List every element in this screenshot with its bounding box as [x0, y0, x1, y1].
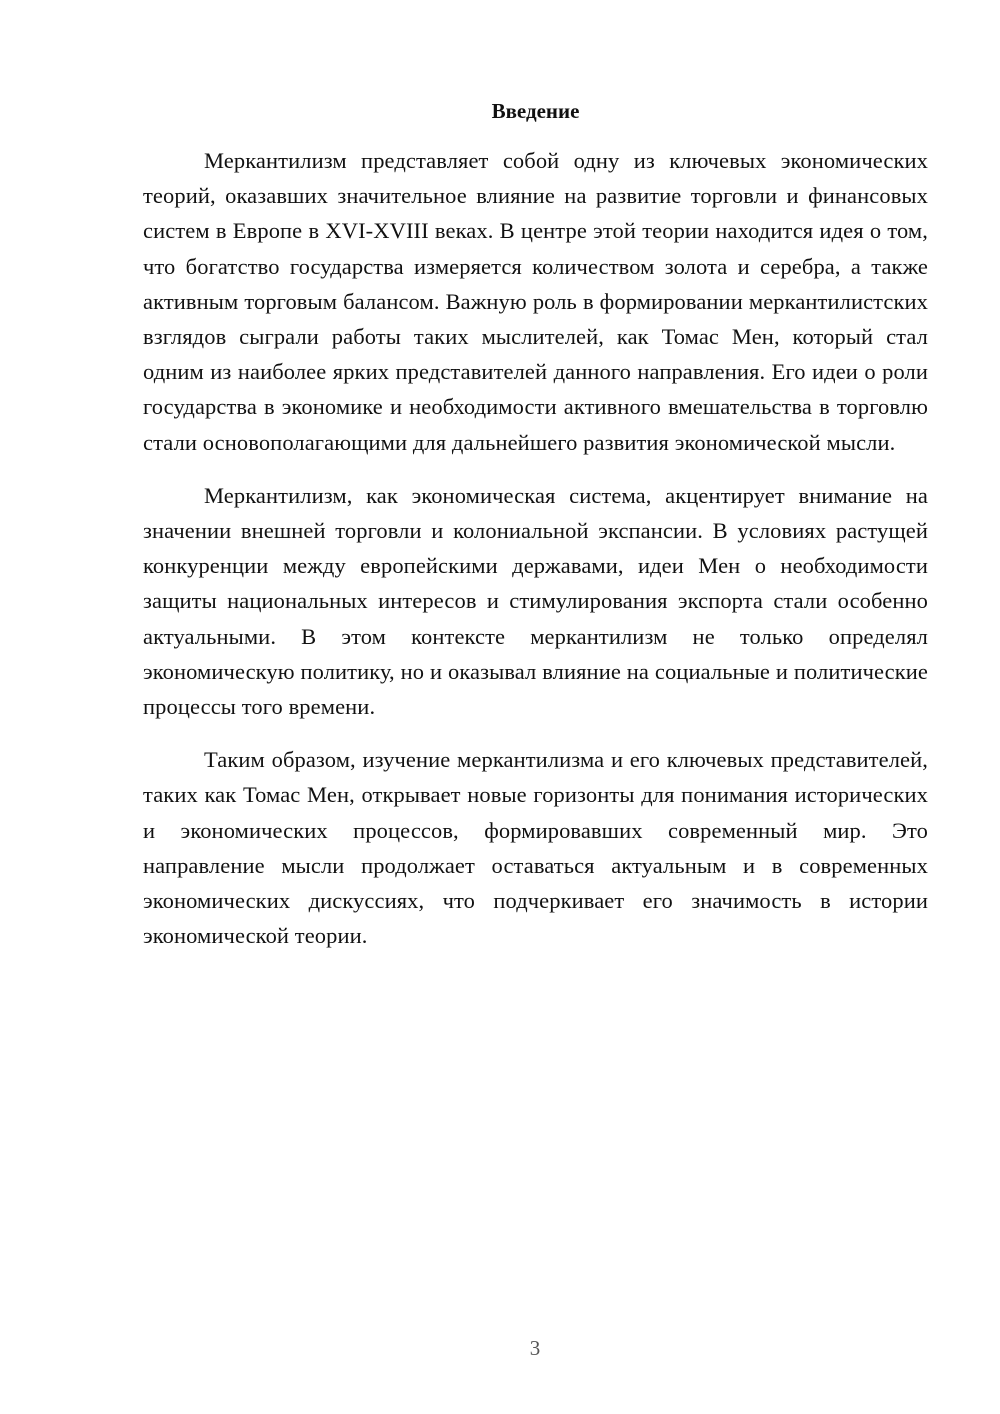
- paragraph-2: Меркантилизм, как экономическая система, акцентирует внимание на значении внешней торговли и колониальной экспансии. В условиях растущей конкуренции между европейскими державами, идеи Мен о необходимости защиты национальных интересов и стимулирования экспорта стали особенно актуальными. В этом контексте меркантилизм не только определял экономическую политику, но и оказывал влияние на социальные и политические процессы того времени.: [143, 482, 928, 720]
- section-heading: Введение: [491, 99, 580, 123]
- page-number: 3: [529, 1336, 541, 1360]
- paragraph-3: Таким образом, изучение меркантилизма и его ключевых представителей, таких как Томас Мен, открывает новые горизонты для понимания исторических и экономических процессов, формировавших современный мир. Это направление мысли продолжает оставаться актуальным и в современных экономических дискуссиях, что подчеркивает его значимость в истории экономической теории.: [143, 747, 928, 949]
- paragraph-1: Меркантилизм представляет собой одну из ключевых экономических теорий, оказавших значительное влияние на развитие торговли и финансовых систем в Европе в XVI-XVIII веках. В центре этой теории находится идея о том, что богатство государства измеряется количеством золота и серебра, а также активным торговым балансом. Важную роль в формировании меркантилистских взглядов сыграли работы таких мыслителей, как Томас Мен, который стал одним из наиболее ярких представителей данного направления. Его идеи о роли государства в экономике и необходимости активного вмешательства в торговлю стали основополагающими для дальнейшего развития экономической мысли.: [143, 148, 928, 455]
- body-text: [143, 143, 928, 971]
